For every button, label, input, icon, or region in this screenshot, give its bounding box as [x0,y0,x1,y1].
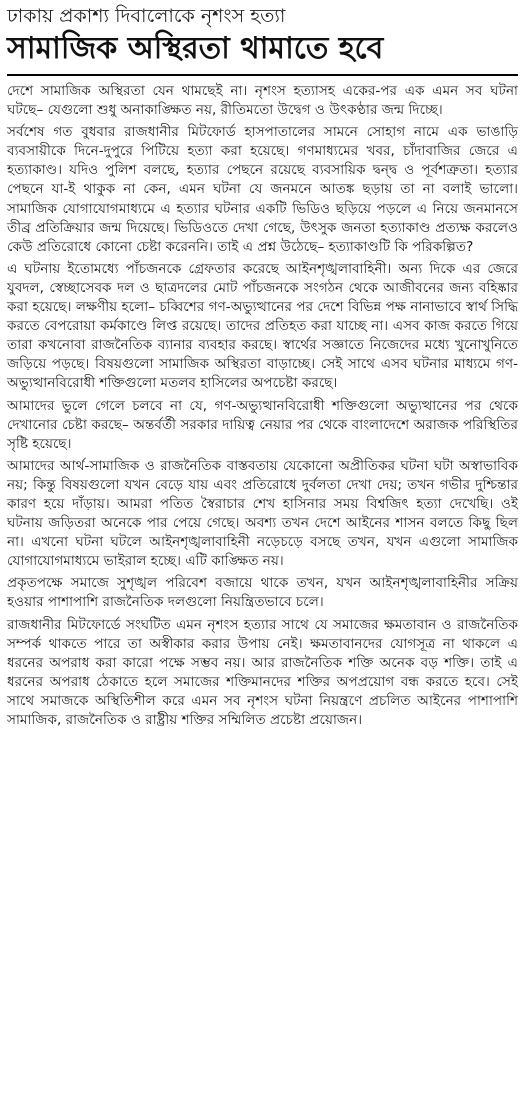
article-paragraph-4: আমাদের ভুলে গেলে চলবে না যে, গণ-অভ্যুত্থানবিরোধী শক্তিগুলো অভ্যুত্থানের পর থেকে দেখানোর চেষ্টা করছে– অন্তর্বর্তী সরকার দায়িত্ব নেয়ার পর থেকে বাংলাদেশে অরাজক পরিস্থিতির সৃষ্টি হয়েছে। [7,397,518,452]
article-paragraph-2: সর্বশেষ গত বুধবার রাজধানীর মিটফোর্ড হাসপাতালের সামনে সোহাগ নামে এক ভাঙাড়ি ব্যবসায়ীকে দিনে-দুপুরে পিটিয়ে হত্যা করা হয়েছে। গণমাধ্যমের খবর, চাঁদাবাজির জেরে এ হত্যাকাণ্ড। যদিও পুলিশ বলছে, হত্যার পেছনে রয়েছে ব্যবসায়িক দ্বন্দ্ব ও পূর্বশত্রুতা। হত্যার পেছনে যা-ই থাকুক না কেন, এমন ঘটনা যে জনমনে আতঙ্ক ছড়ায় তা না বলাই ভালো। সামাজিক যোগাযোগমাধ্যমে এ হত্যার ঘটনার একটি ভিডিও ছড়িয়ে পড়লে এ নিয়ে জনমানসে তীব্র প্রতিক্রিয়ার জন্ম দিয়েছে। ভিডিওতে দেখা গেছে, উৎসুক জনতা হত্যাকাণ্ড প্রত্যক্ষ করলেও কেউ প্রতিরোধে কোনো চেষ্টা করেননি। তাই এ প্রশ্ন উঠেছে– হত্যাকাণ্ডটি কি পরিকল্পিত? [7,124,518,255]
article-headline: সামাজিক অস্থিরতা থামাতে হবে [7,31,384,66]
article-paragraph-1: দেশে সামাজিক অস্থিরতা যেন থামছেই না। নৃশংস হত্যাসহ একের-পর এক এমন সব ঘটনা ঘটছে– যেগুলো শুধু অনাকাঙ্ক্ষিত নয়, রীতিমতো উদ্বেগ ও উৎকণ্ঠার জন্ম দিচ্ছে। [7,83,518,119]
article-kicker: ঢাকায় প্রকাশ্য দিবালোকে নৃশংস হত্যা [7,5,286,27]
headline-divider [7,74,518,76]
article-paragraph-7: রাজধানীর মিটফোর্ডে সংঘটিত এমন নৃশংস হত্যার সাথে যে সমাজের ক্ষমতাবান ও রাজনৈতিক সম্পর্ক থাকতে পারে তা অস্বীকার করার উপায় নেই। ক্ষমতাবানদের যোগসূত্র না থাকলে এ ধরনের অপরাধ করা কারো পক্ষে সম্ভব নয়। আর রাজনৈতিক শক্তি অনেক বড় শক্তি। তাই এ ধরনের অপরাধ ঠেকাতে হলে সমাজের শক্তিমানদের শক্তির অপপ্রয়োগ বন্ধ করতে হবে। সেই সাথে সমাজকে অস্থিতিশীল করে এমন সব নৃশংস ঘটনা নিয়ন্ত্রণে প্রচলিত আইনের পাশাপাশি সামাজিক, রাজনৈতিক ও রাষ্ট্রীয় শক্তির সম্মিলিত প্রচেষ্টা প্রয়োজন। [7,616,518,728]
article-paragraph-6: প্রকৃতপক্ষে সমাজে সুশৃঙ্খল পরিবেশ বজায়ে থাকে তখন, যখন আইনশৃঙ্খলাবাহিনীর সক্রিয় হওয়ার পাশাপাশি রাজনৈতিক দলগুলো নিয়ন্ত্রিতভাবে চলে। [7,575,518,611]
article-body [7,82,518,730]
article-paragraph-5: আমাদের আর্থ-সামাজিক ও রাজনৈতিক বাস্তবতায় যেকোনো অপ্রীতিকর ঘটনা ঘটা অস্বাভাবিক নয়; কিন্তু বিষয়গুলো যখন বেড়ে যায় এবং প্রতিরোধে দুর্বলতা দেখা দেয়; তখন গভীর দুশ্চিন্তার কারণ হয়ে দাঁড়ায়। আমরা পতিত স্বৈরাচার শেখ হাসিনার সময় বিশ্বজিৎ হত্যা দেখেছি। ওই ঘটনায় জড়িতরা অনেকে পার পেয়ে গেছে। অবশ্য তখন দেশে আইনের শাসন বলতে কিছু ছিল না। এখনো ঘটনা ঘটলে আইনশৃঙ্খলাবাহিনী নড়েচড়ে বসছে তখন, যখন এগুলো সামাজিক যোগাযোগমাধ্যমে ভাইরাল হচ্ছে। এটি কাঙ্ক্ষিত নয়। [7,457,518,570]
article-paragraph-3: এ ঘটনায় ইতোমধ্যে পাঁচজনকে গ্রেফতার করেছে আইনশৃঙ্খলাবাহিনী। অন্য দিকে এর জেরে যুবদল, স্বেচ্ছাসেবক দল ও ছাত্রদলের মোট পাঁচজনকে সংগঠন থেকে আজীবনের জন্য বহিষ্কার করা হয়েছে। লক্ষণীয় হলো– চব্বিশের গণ-অভ্যুত্থানের পর দেশে বিভিন্ন পক্ষ নানাভাবে স্বার্থ সিদ্ধি করতে বেপরোয়া কর্মকাণ্ডে লিপ্ত রয়েছে। তাদের প্রতিহত করা যাচ্ছে না। এসব কাজ করতে গিয়ে তারা কখনোবা রাজনৈতিক ব্যানার ব্যবহার করছে। স্বার্থের সজ্ঞাতে নিজেদের মধ্যে খুনোখুনিতে জড়িয়ে পড়ছে। বিষয়গুলো সামাজিক অস্থিরতা বাড়াচ্ছে। সেই সাথে এসব ঘটনার মাধ্যমে গণ-অভ্যুত্থানবিরোধী শক্তিগুলো মতলব হাসিলের অপচেষ্টা করছে। [7,260,518,392]
